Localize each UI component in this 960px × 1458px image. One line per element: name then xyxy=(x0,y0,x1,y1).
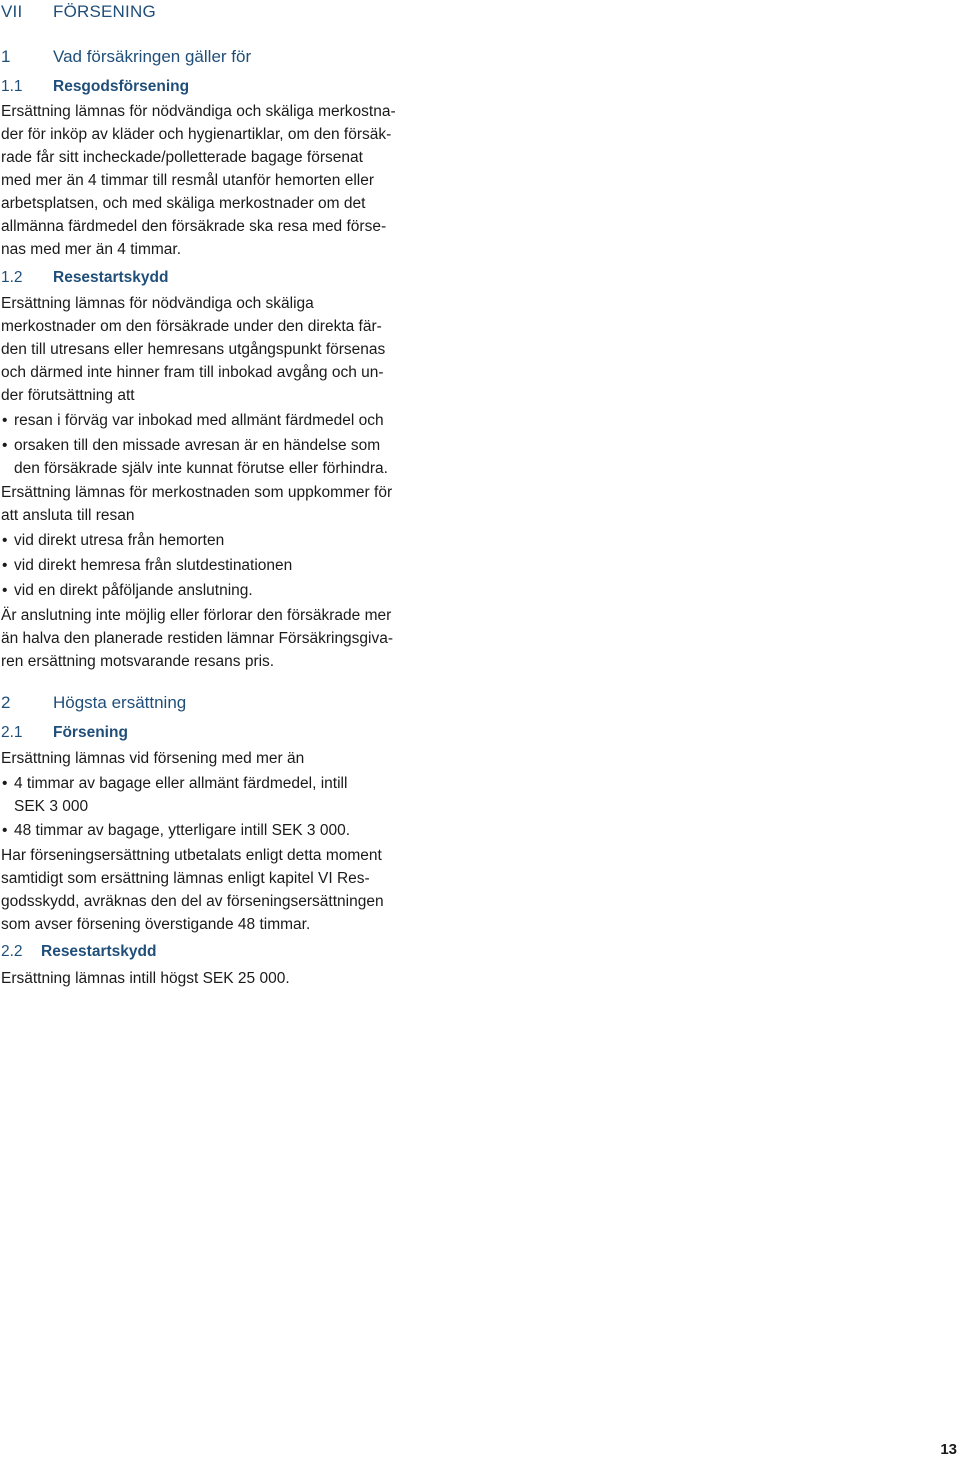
list-item xyxy=(1,554,446,577)
list-item-text: vid direkt utresa från hemorten xyxy=(14,532,225,549)
list-item xyxy=(1,819,446,842)
section-2-1-title: Försening xyxy=(53,724,128,741)
bullet-dot: • xyxy=(2,412,8,429)
section-1-number: 1 xyxy=(1,47,11,66)
section-2-2-paragraph: Ersättning lämnas intill högst SEK 25 000. xyxy=(1,970,290,987)
section-1-2-paragraph-1: Ersättning lämnas för nödvändiga och skäliga merkostnader om den försäkrade under den direkta fär- den till utresans eller hemresans utgångspunkt försenas och därmed inte hinner fram till inbokad avgång och un- der förutsättning att xyxy=(1,295,386,404)
bullet-dot: • xyxy=(2,437,8,454)
list-item-text: resan i förväg var inbokad med allmänt färdmedel och xyxy=(14,412,384,429)
section-2-heading xyxy=(1,693,186,713)
bullet-dot: • xyxy=(2,775,8,792)
bullet-dot: • xyxy=(2,557,8,574)
chapter-heading xyxy=(1,2,156,22)
section-1-1-title: Resgodsförsening xyxy=(53,78,190,95)
list-item-text: 48 timmar av bagage, ytterligare intill SEK 3 000. xyxy=(14,822,351,839)
bullet-dot: • xyxy=(2,532,8,549)
bullet-dot: • xyxy=(2,582,8,599)
section-1-title: Vad försäkringen gäller för xyxy=(53,47,252,66)
section-1-1-paragraph: Ersättning lämnas för nödvändiga och skäliga merkostna- der för inköp av kläder och hygienartiklar, om den försäk- rade får sitt incheckade/polletterade bagage försenat med mer än 4 timmar till resmål utanför hemorten eller arbetsplatsen, och med skäliga merkostnader om det allmänna färdmedel den försäkrade ska resa med förse- nas med mer än 4 timmar. xyxy=(1,103,396,258)
list-item xyxy=(1,529,446,552)
section-2-1-number: 2.1 xyxy=(1,724,23,741)
chapter-number: VII xyxy=(1,2,23,21)
section-1-2-heading xyxy=(1,269,168,287)
section-2-1-paragraph-2: Har förseningsersättning utbetalats enligt detta moment samtidigt som ersättning lämnas enligt kapitel VI Res- godsskydd, avräknas den del av förseningsersättningen som avser försening överstigande 48 timmar. xyxy=(1,847,384,933)
list-item-text: vid direkt hemresa från slutdestinationen xyxy=(14,557,293,574)
section-1-1-heading xyxy=(1,78,189,96)
section-1-2-paragraph-2: Ersättning lämnas för merkostnaden som uppkommer för att ansluta till resan xyxy=(1,484,393,524)
section-1-2-paragraph-3: Är anslutning inte möjlig eller förlorar den försäkrade mer än halva den planerade restiden lämnar Försäkringsgiva- ren ersättning motsvarande resans pris. xyxy=(1,607,394,670)
chapter-title: FÖRSENING xyxy=(53,2,156,21)
section-2-2-number: 2.2 xyxy=(1,943,23,960)
list-item-text: 4 timmar av bagage eller allmänt färdmedel, intill SEK 3 000 xyxy=(14,775,348,815)
list-item xyxy=(1,772,446,818)
section-2-1-paragraph-1: Ersättning lämnas vid försening med mer än xyxy=(1,750,305,767)
list-item-text: vid en direkt påföljande anslutning. xyxy=(14,582,253,599)
bullet-dot: • xyxy=(2,822,8,839)
section-1-heading xyxy=(1,47,251,67)
section-2-number: 2 xyxy=(1,693,11,712)
section-2-2-title: Resestartskydd xyxy=(41,943,157,960)
section-2-1-heading xyxy=(1,724,128,742)
page-number: 13 xyxy=(940,1441,957,1458)
section-1-2-title: Resestartskydd xyxy=(53,269,169,286)
list-item xyxy=(1,409,446,432)
list-item-text: orsaken till den missade avresan är en händelse som den försäkrade själv inte kunnat förutse eller förhindra. xyxy=(14,437,388,477)
section-2-2-heading xyxy=(1,943,156,961)
section-1-1-number: 1.1 xyxy=(1,78,23,95)
section-2-title: Högsta ersättning xyxy=(53,693,187,712)
section-1-2-number: 1.2 xyxy=(1,269,23,286)
list-item xyxy=(1,434,446,480)
list-item xyxy=(1,579,446,602)
